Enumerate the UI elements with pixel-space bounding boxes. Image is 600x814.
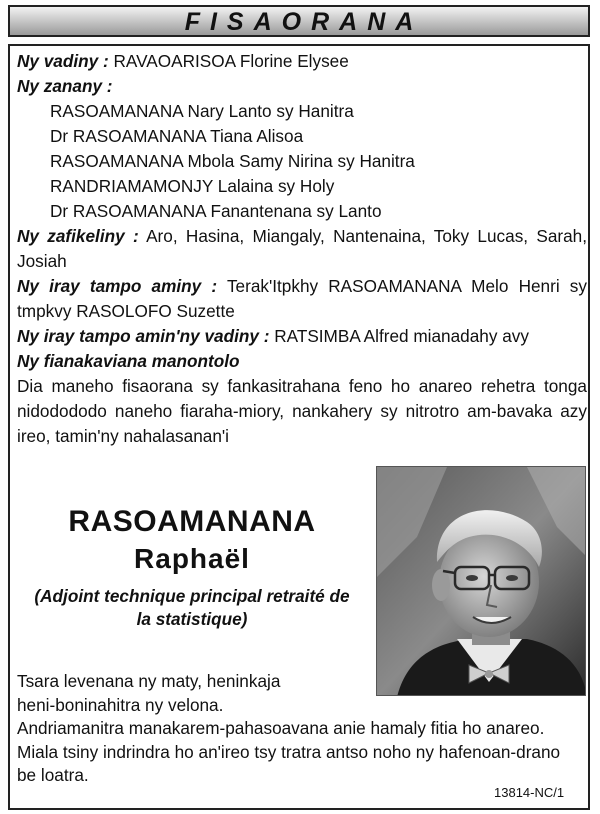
spouse-siblings-value: RATSIMBA Alfred mianadahy avy	[274, 326, 529, 346]
closing-text	[17, 670, 587, 788]
siblings-line	[17, 274, 587, 324]
deceased-first-name: Raphaël	[134, 543, 250, 574]
child-item: RASOAMANANA Nary Lanto sy Hanitra	[50, 101, 354, 121]
children-label: Ny zanany :	[17, 76, 113, 96]
child-item: Dr RASOAMANANA Tiana Alisoa	[50, 126, 304, 146]
closing-line: Andriamanitra manakarem-pahasoavana anie hamaly fitia ho anareo.	[17, 718, 545, 738]
closing-line: Tsara levenana ny maty, heninkaja	[17, 671, 281, 691]
children-label-line	[17, 74, 587, 99]
notice-title: FISAORANA	[184, 8, 424, 36]
portrait-photo	[376, 466, 586, 696]
widow-line	[17, 49, 587, 74]
widow-value: RAVAOARISOA Florine Elysee	[113, 51, 349, 71]
family-line	[17, 349, 587, 374]
reference-number: 13814-NC/1	[494, 785, 565, 800]
deceased-position-line: (Adjoint technique principal retraité de	[34, 586, 350, 606]
deceased-position-line: la statistique)	[136, 609, 248, 629]
grandchildren-label: Ny zafikeliny :	[17, 226, 139, 246]
child-item: RASOAMANANA Mbola Samy Nirina sy Hanitra	[50, 151, 415, 171]
closing-line: be loatra.	[17, 765, 89, 785]
siblings-value: Terak'Itpkhy RASOAMANANA Melo Henri sy tmpkvy RASOLOFO Suzette	[17, 276, 587, 321]
child-item: RANDRIAMAMONJY Lalaina sy Holy	[50, 176, 335, 196]
closing-line: Miala tsiny indrindra ho an'ireo tsy tratra antso noho ny hafenoan-drano	[17, 741, 561, 762]
spouse-siblings-line	[17, 324, 587, 349]
family-label: Ny fianakaviana manontolo	[17, 351, 240, 371]
siblings-label: Ny iray tampo aminy :	[17, 276, 218, 296]
notice-header	[8, 5, 590, 37]
deceased-position	[17, 585, 367, 631]
grandchildren-value: Aro, Hasina, Miangaly, Nantenaina, Toky Lucas, Sarah, Josiah	[17, 226, 588, 271]
notice-content	[17, 49, 587, 449]
closing-line: heni-boninahitra ny velona.	[17, 694, 224, 715]
spouse-siblings-label: Ny iray tampo amin'ny vadiny :	[17, 326, 270, 346]
thanks-paragraph: Dia maneho fisaorana sy fankasitrahana feno ho anareo rehetra tonga nidodododo naneho fiaraha-miory, nankahery sy nitrotro am-bavaka azy ireo, tamin'ny nahalasanan'i	[17, 376, 587, 446]
grandchildren-line	[17, 224, 587, 274]
deceased-surname: RASOAMANANA	[68, 505, 316, 538]
child-item: Dr RASOAMANANA Fanantenana sy Lanto	[50, 201, 382, 221]
widow-label: Ny vadiny :	[17, 51, 109, 71]
portrait-image	[377, 467, 586, 696]
deceased-block	[17, 505, 367, 631]
